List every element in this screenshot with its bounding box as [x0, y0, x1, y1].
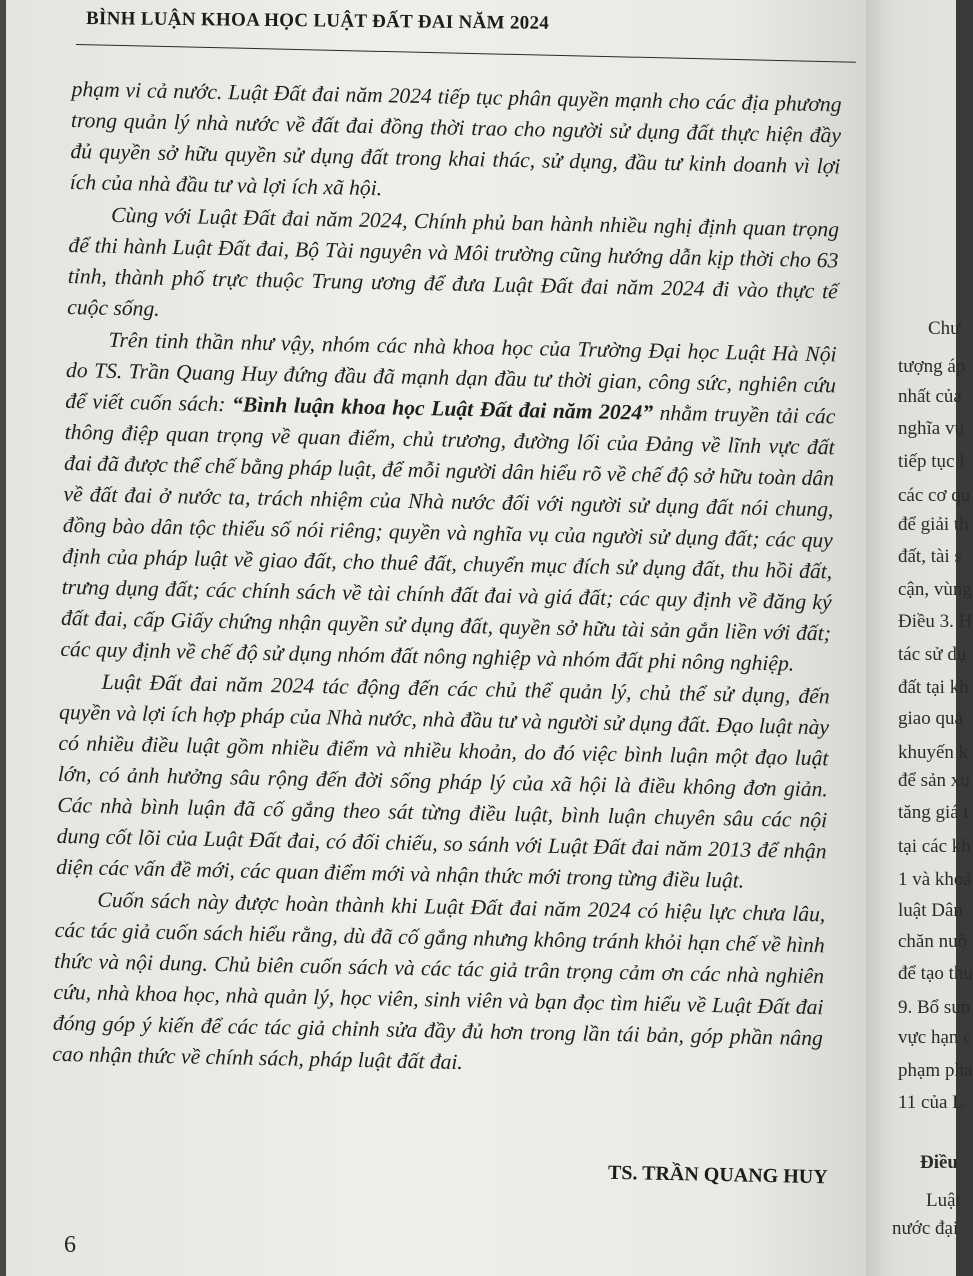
right-page-line: để tạo thu	[898, 963, 973, 984]
paragraph-text: Cuốn sách này được hoàn thành khi Luật Đất đai năm 2024 có hiệu lực chưa lâu, các tác giả cuốn sách hiểu rằng, dù đã cố gắng nhưng không tránh khỏi hạn chế về hình thức và nội dung. Chủ biên cuốn sách và các tác giả trân trọng cảm ơn các nhà nghiên cứu, nhà khoa học, nhà quản lý, học viên, sinh viên và bạn đọc tìm hiểu về Luật Đất đai đóng góp ý kiến để các tác giả chỉnh sửa đầy đủ hơn trong lần tái bản, góp phần nâng cao nhận thức về chính sách, pháp luật đất đai.	[52, 887, 826, 1075]
paragraph-text: phạm vi cả nước. Luật Đất đai năm 2024 tiếp tục phân quyền mạnh cho các địa phương trong quản lý nhà nước về đất đai đồng thời trao cho người sử dụng đất thực hiện đầy đủ quyền sở hữu quyền sử dụng đất trong khai thác, sử dụng, đầu tư kinh doanh vì lợi ích của nhà đầu tư và lợi ích xã hội.	[69, 76, 842, 201]
paragraph-5	[52, 884, 826, 1085]
right-page-line: vực hạn c	[898, 1027, 972, 1048]
paragraph-2	[67, 199, 839, 338]
right-page-line: Luật	[926, 1190, 961, 1211]
paragraph-text: Trên tinh thần như vậy, nhóm các nhà khoa học của Trường Đại học Luật Hà Nội do TS. Trần Quang Huy đứng đầu đã mạnh dạn đầu tư thời gian, công sức, nghiên cứu để viết cuốn sách:	[65, 327, 837, 417]
right-page-line: Điều	[920, 1152, 958, 1173]
running-head: BÌNH LUẬN KHOA HỌC LUẬT ĐẤT ĐAI NĂM 2024	[85, 8, 550, 34]
right-page-line: giao quả	[898, 708, 963, 729]
right-page-line: tại các kh	[898, 836, 971, 857]
right-page-line: để giải th	[898, 514, 969, 535]
right-page-line: tiếp tục l	[898, 451, 965, 472]
right-page-line: tượng áp	[898, 356, 966, 377]
right-page-line: nước đại	[892, 1218, 959, 1239]
right-page-edge	[866, 0, 973, 1276]
right-page-line: Điều 3. H	[898, 611, 973, 632]
right-page-line: Chư	[928, 318, 961, 339]
paragraph-3	[60, 324, 837, 680]
header-rule	[76, 44, 856, 63]
signature: TS. TRẦN QUANG HUY	[607, 1161, 828, 1189]
paragraph-text: Luật Đất đai năm 2024 tác động đến các chủ thể quản lý, chủ thể sử dụng, đến quyền và lợi ích hợp pháp của Nhà nước, nhà đầu tư và người sử dụng đất. Đạo luật này có nhiều điều luật gồm nhiều điểm và nhiều khoản, do đó việc bình luận một đạo luật lớn, có ảnh hưởng sâu rộng đến đời sống pháp lý của xã hội là điều không đơn giản. Các nhà bình luận đã cố gắng theo sát từng điều luật, bình luận chuyên sâu các nội dung cốt lõi của Luật Đất đai, có đối chiếu, so sánh với Luật Đất đai năm 2013 để nhận diện các vấn đề mới, các quan điểm mới và nhận thức mới trong từng điều luật.	[55, 669, 830, 893]
right-page-line: để sản xu	[898, 770, 970, 791]
right-page-line: đất tại kh	[898, 677, 969, 698]
right-page-line: khuyến k	[898, 742, 969, 763]
right-page-line: đất, tài s	[898, 546, 962, 567]
right-page-line: chăn nuô	[898, 931, 968, 952]
right-page-line: tác sử dụ	[898, 644, 967, 665]
right-page-line: cận, vùng	[898, 579, 972, 600]
paragraph-4	[56, 666, 830, 898]
right-page-line: các cơ qu	[898, 485, 971, 506]
paragraph-text: nhằm truyền tải các thông điệp quan trọng về quan điểm, chủ trương, đường lối của Đảng về lĩnh vực đất đai đã được thể chế bằng pháp luật, để mỗi người dân hiểu rõ về chế độ sở hữu toàn dân về đất đai ở nước ta, trách nhiệm của Nhà nước đối với người sử dụng đất nói chung, đồng bào dân tộc thiểu số nói riêng; quyền và nghĩa vụ của người sử dụng đất; các quy định của pháp luật về giao đất, cho thuê đất, chuyển mục đích sử dụng đất, thu hồi đất, trưng dụng đất; các chính sách về tài chính đất đai và giá đất; các quy định về đăng ký đất đai, cấp Giấy chứng nhận quyền sử dụng đất, quyền sở hữu tài sản gắn liền với đất; các quy định về chế độ sử dụng nhóm đất nông nghiệp và nhóm đất phi nông nghiệp.	[60, 400, 836, 676]
left-page	[6, 0, 866, 1276]
right-page-line: phạm pha	[898, 1060, 973, 1081]
right-page-line: luật Dân	[898, 900, 963, 921]
right-page-line: tăng giá t	[898, 802, 969, 823]
right-page-line: 9. Bổ sun	[898, 997, 971, 1018]
right-page-line: nghĩa vụ	[898, 418, 964, 439]
paragraph-1	[70, 74, 842, 213]
book-title: “Bình luận khoa học Luật Đất đai năm 2024”	[231, 392, 654, 425]
page-number: 6	[64, 1232, 76, 1258]
body-text	[52, 74, 842, 1086]
right-page-line: nhất của	[898, 386, 962, 407]
right-page-line: 11 của L	[898, 1092, 964, 1113]
paragraph-text: Cùng với Luật Đất đai năm 2024, Chính phủ ban hành nhiều nghị định quan trọng để thi hành Luật Đất đai, Bộ Tài nguyên và Môi trường cũng hướng dẫn kịp thời cho 63 tỉnh, thành phố trực thuộc Trung ương để đưa Luật Đất đai năm 2024 đi vào thực tế cuộc sống.	[67, 202, 840, 321]
right-page-line: 1 và khoả	[898, 869, 972, 890]
